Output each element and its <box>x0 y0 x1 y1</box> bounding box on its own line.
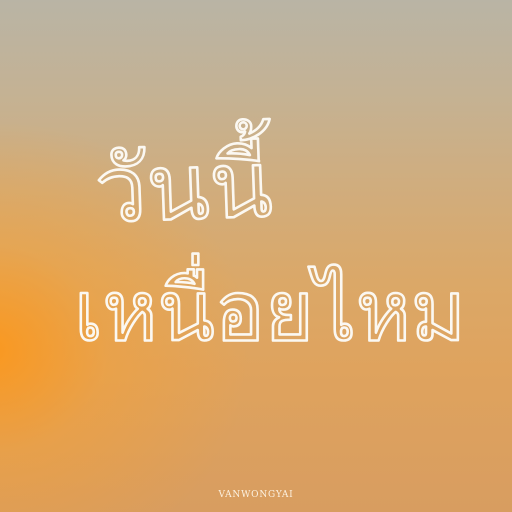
handwritten-line-2: เหนื่อยไหม <box>74 262 469 360</box>
handwritten-line-1: วันนี้ <box>93 130 275 244</box>
watermark: VANWONGYAI <box>218 490 294 500</box>
